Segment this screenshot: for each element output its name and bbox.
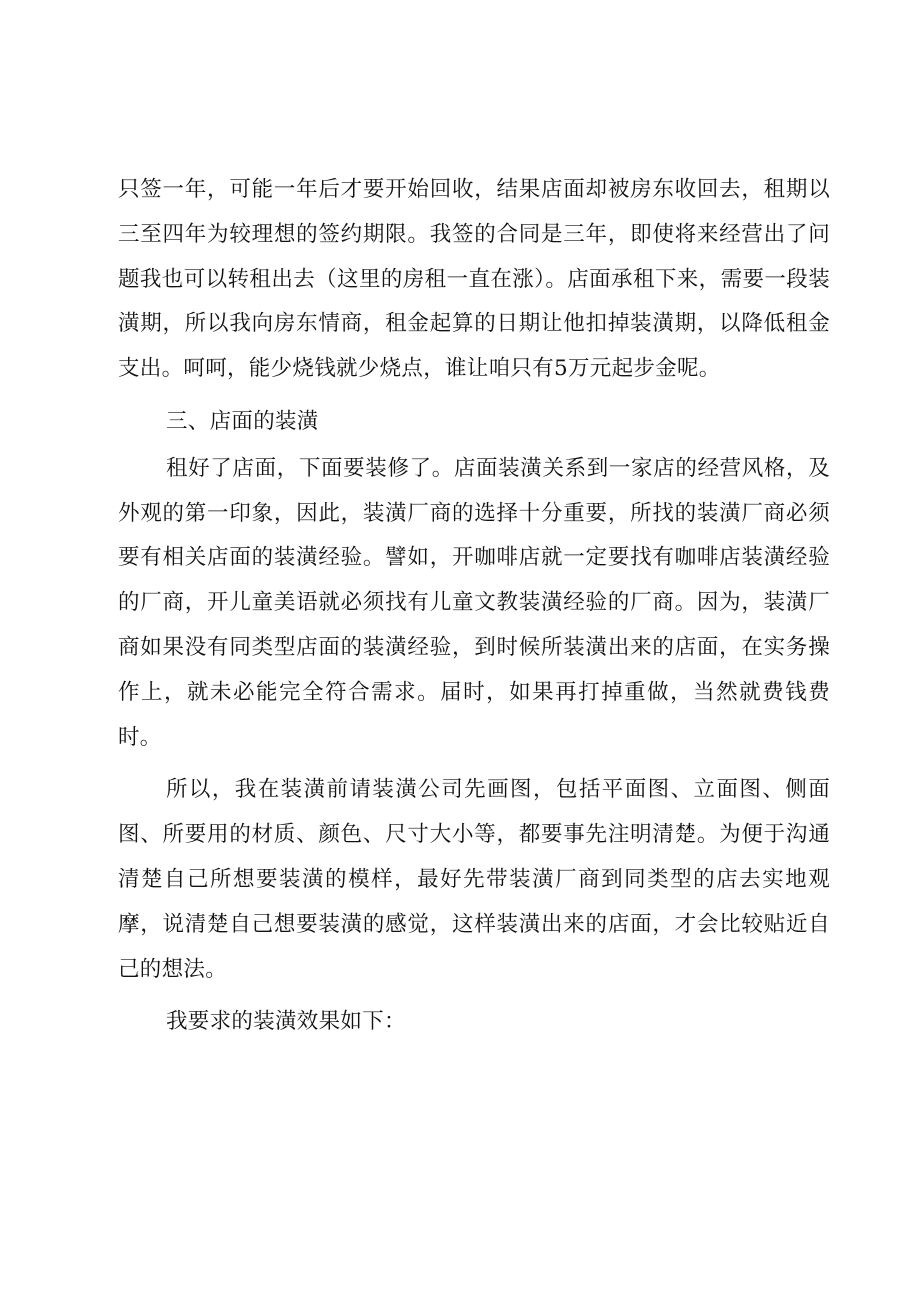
paragraph-choose-contractor: 租好了店面，下面要装修了。店面装潢关系到一家店的经营风格，及外观的第一印象，因此，装潢厂商的选择十分重要，所找的装潢厂商必须要有相关店面的装潢经验。譬如，开咖啡店就一定要找有咖啡店装潢经验的厂商，开儿童美语就必须找有儿童文教装潢经验的厂商。因为，装潢厂商如果没有同类型店面的装潢经验，到时候所装潢出来的店面，在实务操作上，就未必能完全符合需求。届时，如果再打掉重做，当然就费钱费时。 [118,455,830,750]
document-body [118,168,830,1045]
section-heading-decoration: 三、店面的装潢 [166,408,319,434]
paragraph-decoration-requirements: 我要求的装潢效果如下： [166,1009,406,1035]
paragraph-lease-term: 只签一年，可能一年后才要开始回收，结果店面却被房东收回去，租期以三至四年为较理想的签约期限。我签的合同是三年，即使将来经营出了问题我也可以转租出去（这里的房租一直在涨）。店面承租下来，需要一段装潢期，所以我向房东情商，租金起算的日期让他扣掉装潢期，以降低租金支出。呵呵，能少烧钱就少烧点，谁让咱只有5万元起步金呢。 [118,177,830,382]
paragraph-design-drawings: 所以，我在装潢前请装潢公司先画图，包括平面图、立面图、侧面图、所要用的材质、颜色、尺寸大小等，都要事先注明清楚。为便于沟通清楚自己所想要装潢的模样，最好先带装潢厂商到同类型的店去实地观摩，说清楚自己想要装潢的感觉，这样装潢出来的店面，才会比较贴近自己的想法。 [118,777,830,982]
